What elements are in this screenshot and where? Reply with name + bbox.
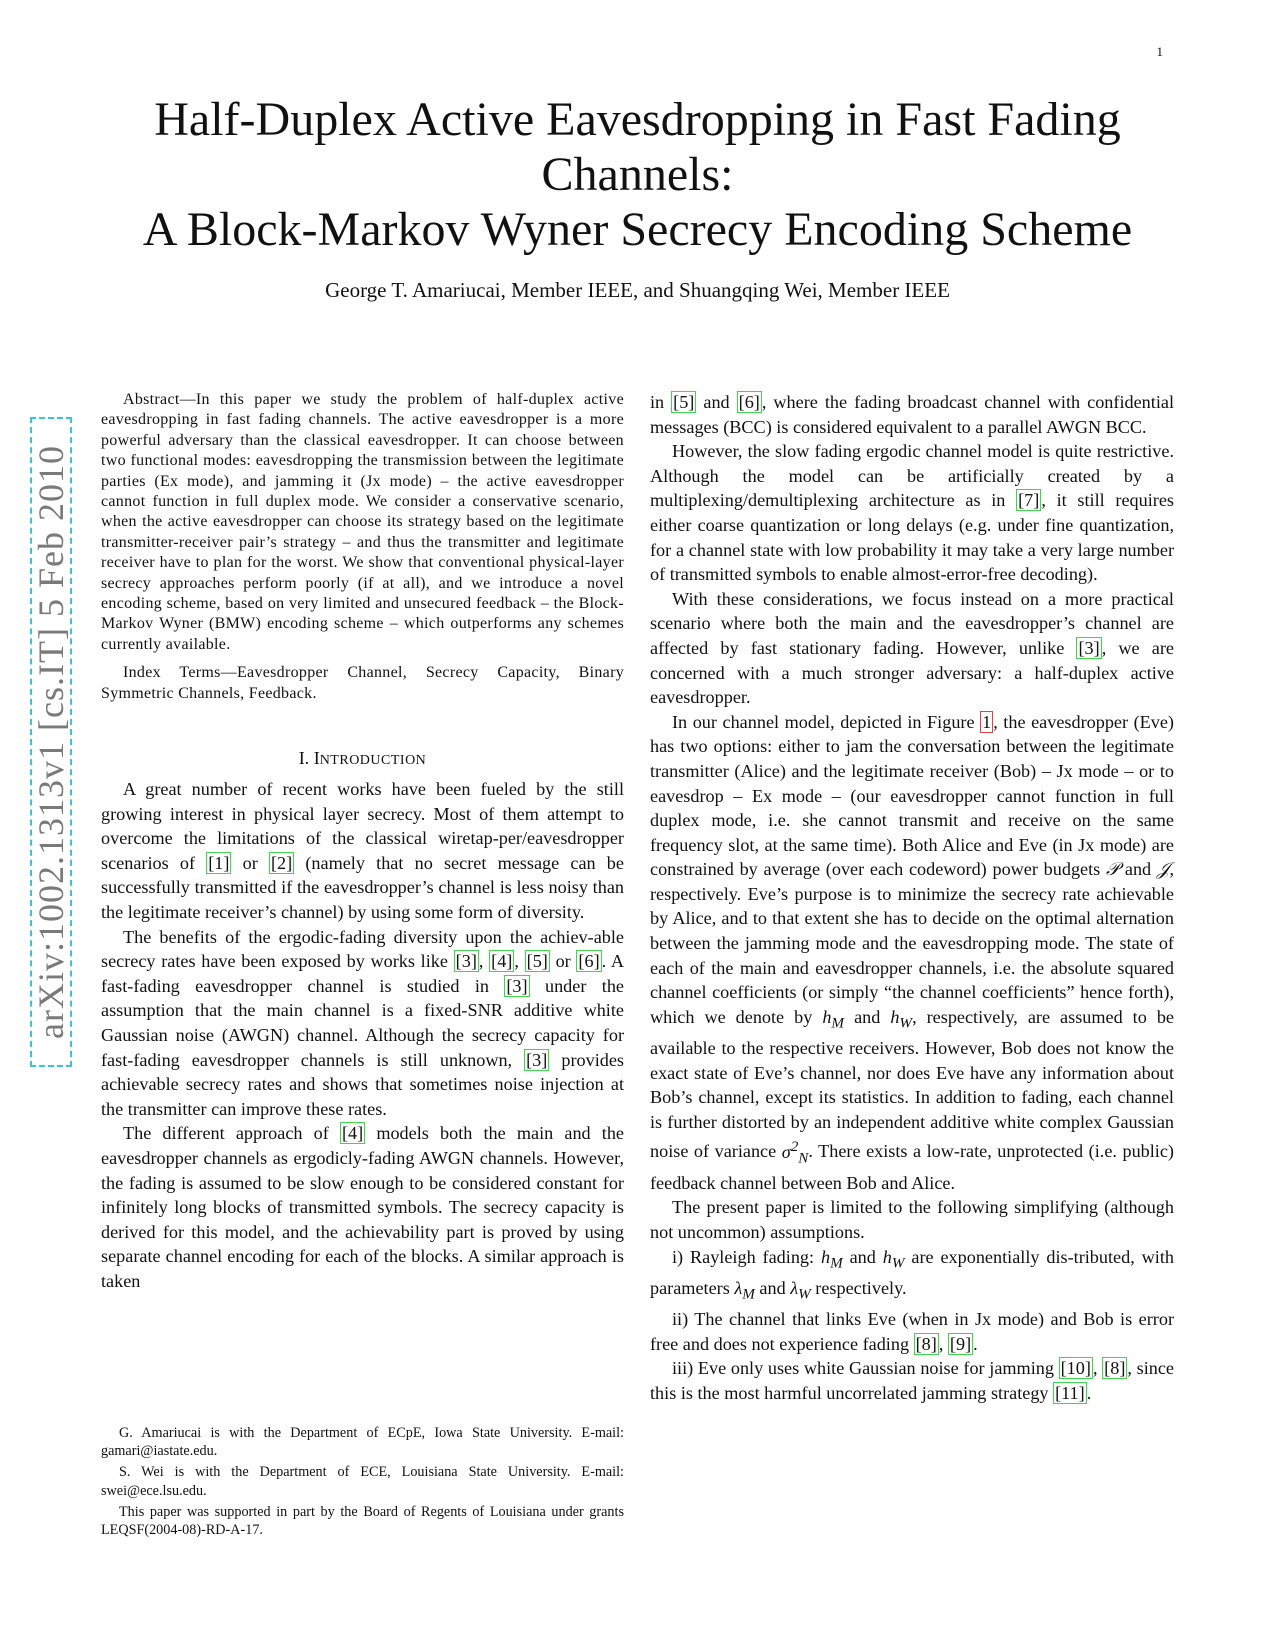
math-symbol: h <box>882 1246 892 1267</box>
text-run: , the eavesdropper (Eve) has two options: either to jam the conversation between the legitimate transmitter (Alice) and the legitimate receiver (Bob) – Jx mode – or to eavesdrop – Ex mode – (our eavesdropper cannot function in full duplex mode, i.e. she cannot transmit and receive on the same frequency slot, at the same time). Both Alice and Eve (in Jx mode) are constrained by average (over each codeword) power budgets <box>650 711 1174 880</box>
assumption-i <box>650 1245 1174 1307</box>
paper-title <box>100 92 1175 257</box>
section-number: I. <box>298 748 310 769</box>
math-symbol: h <box>820 1246 831 1267</box>
text-run: . There exists a low-rate, unprotected (i.e. public) feedback channel between Bob and Alice. <box>650 1141 1174 1193</box>
math-symbol: h <box>890 1006 900 1027</box>
text-run: The different approach of <box>123 1123 340 1144</box>
page-number: 1 <box>1156 44 1163 59</box>
citation-link-8[interactable]: [8] <box>1104 1358 1126 1379</box>
citation-link-5[interactable]: [5] <box>673 392 695 412</box>
text-run: and <box>696 392 737 412</box>
paragraph-continued <box>650 390 1174 439</box>
math-subscript: W <box>891 1254 905 1272</box>
title-line-2: Channels: <box>541 148 734 201</box>
paragraph-slow-fading <box>650 439 1174 587</box>
citation-link-6[interactable]: [6] <box>738 392 760 412</box>
text-run: , respectively, are assumed to be available to the respective receivers. However, Bob does not know the exact state of Eve’s channel, nor does Eve have any information about Bob’s channel, except its statistics. In addition to fading, each channel is further distorted by an independent additive white complex Gaussian noise of variance <box>650 1006 1174 1162</box>
title-line-1: Half-Duplex Active Eavesdropping in Fast Fading <box>154 93 1121 146</box>
text-run: A great number of recent works have been fueled by the still growing interest in physical layer secrecy. Most of them attempt to overcome the limitations of the classical wiretap-per/eavesdropper scenarios of <box>101 779 624 873</box>
math-J: 𝒥 <box>1156 859 1170 880</box>
section-initial: I <box>313 748 320 769</box>
text-run: provides achievable secrecy rates and shows that sometimes noise injection at the transmitter can improve these rates. <box>101 1049 624 1119</box>
citation-link-7[interactable]: [7] <box>1018 490 1040 511</box>
math-h-W <box>882 1246 905 1272</box>
citation-link-8[interactable]: [8] <box>915 1333 937 1354</box>
paragraph-considerations <box>650 587 1174 710</box>
text-run: . <box>1086 1382 1092 1403</box>
math-subscript: M <box>831 1014 845 1032</box>
citation-link-5[interactable]: [5] <box>526 951 548 972</box>
math-subscript: M <box>742 1285 755 1303</box>
figure-ref-link[interactable]: 1 <box>982 711 992 732</box>
text-run: With these considerations, we focus instead on a more practical scenario where both the main and the eavesdropper’s channel are affected by fast stationary fading. However, unlike <box>650 588 1174 658</box>
text-run: , where the fading broadcast channel with confidential messages (BCC) is considered equivalent to a parallel AWGN BCC. <box>650 392 1175 437</box>
citation-link-3[interactable]: [3] <box>455 951 477 972</box>
math-subscript: W <box>798 1285 811 1303</box>
citation-link-3[interactable]: [3] <box>1078 637 1100 658</box>
left-column <box>101 390 624 1294</box>
text-run: respectively. <box>810 1277 907 1298</box>
index-terms: Index Terms—Eavesdropper Channel, Secrecy Capacity, Binary Symmetric Channels, Feedback. <box>101 664 624 702</box>
math-P: 𝒫 <box>1106 859 1120 880</box>
citation-link-4[interactable]: [4] <box>341 1123 364 1144</box>
arxiv-stamp-text: arXiv:1002.1313v1 [cs.IT] 5 Feb 2010 <box>31 445 71 1039</box>
citation-link-3[interactable]: [3] <box>506 975 528 996</box>
text-run: or <box>231 852 269 873</box>
math-superscript: 2 <box>790 1137 799 1155</box>
paragraph-channel-model <box>650 710 1174 1196</box>
math-subscript: M <box>830 1254 843 1272</box>
citation-link-11[interactable]: [11] <box>1055 1382 1085 1403</box>
text-run: , <box>938 1333 948 1354</box>
text-run: In our channel model, depicted in Figure <box>672 711 981 732</box>
text-run: However, the slow fading ergodic channel model is quite restrictive. Although the model can be artificially created by a multiplexing/demultiplexing architecture as in <box>650 441 1174 511</box>
math-h-M <box>822 1006 845 1032</box>
math-symbol: σ <box>781 1141 791 1162</box>
math-lambda-W <box>790 1277 811 1303</box>
text-run: . A fast-fading eavesdropper channel is studied in <box>101 951 625 996</box>
text-run: and <box>754 1277 791 1298</box>
citation-link-2[interactable]: [2] <box>270 852 293 873</box>
text-run: under the assumption that the main channel is a fixed-SNR additive white Gaussian noise (AWGN) channel. Although the secrecy capacity for fast-fading eavesdropper channels is still unknown, <box>101 975 624 1070</box>
citation-link-4[interactable]: [4] <box>491 951 513 972</box>
paragraph-intro-3 <box>101 1121 624 1293</box>
text-run: models both the main and the eavesdropper channels as ergodicly-fading AWGN channels. However, the fading is assumed to be slow enough to be considered constant for infinitely long blocks of transmitted symbols. The secrecy capacity is derived for this model, and the achievability part is proved by using separate channel encoding for each of the blocks. A similar approach is taken <box>101 1123 624 1291</box>
assumption-ii <box>650 1307 1174 1356</box>
text-run: are exponentially dis-tributed, with parameters <box>650 1246 1174 1298</box>
paragraph-assumptions: The present paper is limited to the following simplifying (although not uncommon) assumptions. <box>650 1197 1174 1242</box>
paragraph-intro-2: The benefits of the ergodic-fading diversity upon the achiev-able secrecy rates have been exposed by works like [3] , [4] , [5] or [6] . A fast-fading eavesdropper channel is studied in [3] under the assumption that the main channel is a fixed-SNR additive white Gaussian noise (AWGN) channel. Although the secrecy capacity for fast-fading eavesdropper channels is still unknown, [3] provides achievable secrecy rates and shows that sometimes noise injection at the transmitter can improve these rates. <box>101 926 625 1119</box>
math-h-W <box>890 1006 913 1032</box>
section-title-rest: NTRODUCTION <box>319 753 427 769</box>
citation-link-6[interactable]: [6] <box>578 951 600 972</box>
text-run: and <box>842 1246 883 1267</box>
text-run: , we are concerned with a much stronger adversary: a half-duplex active eavesdropper. <box>650 637 1174 708</box>
citation-link-9[interactable]: [9] <box>949 1333 972 1354</box>
arxiv-stamp-link[interactable] <box>30 417 72 1067</box>
math-symbol: λ <box>790 1277 799 1298</box>
footnote-funding: This paper was supported in part by the Board of Regents of Louisiana under grants LEQSF(2004-08)-RD-A-17. <box>101 1503 624 1539</box>
abstract: Abstract—In this paper we study the problem of half-duplex active eavesdropping in fast fading channels. The active eavesdropper is a more powerful adversary than the classical eavesdropper. It can choose between two functional modes: eavesdropping the transmission between the legitimate parties (Ex mode), and jamming it (Jx mode) – the active eavesdropper cannot function in full duplex mode. We consider a conservative scenario, when the active eavesdropper can choose its strategy based on the legitimate transmitter-receiver pair’s strategy – and thus the transmitter and legitimate receiver have to plan for the worst. We show that conventional physical-layer secrecy approaches perform poorly (if at all), and we introduce a novel encoding scheme, based on very limited and unsecured feedback – the Block-Markov Wyner (BMW) encoding scheme – which outperforms any schemes currently available. <box>101 391 624 653</box>
math-symbol: h <box>822 1006 832 1027</box>
footnote-amariucai: G. Amariucai is with the Department of ECpE, Iowa State University. E-mail: gamari@iastate.edu. <box>101 1425 624 1460</box>
author-list: George T. Amariucai, Member IEEE, and Shuangqing Wei, Member IEEE <box>325 278 950 302</box>
text-run: iii) Eve only uses white Gaussian noise for jamming <box>672 1358 1059 1379</box>
citation-link-10[interactable]: [10] <box>1060 1358 1091 1379</box>
footnote-wei: S. Wei is with the Department of ECE, Louisiana State University. E-mail: swei@ece.lsu.edu. <box>101 1464 624 1499</box>
math-lambda-M <box>734 1277 755 1303</box>
right-column <box>650 390 1174 1405</box>
text-run: or <box>549 951 577 972</box>
title-line-3: A Block-Markov Wyner Secrecy Encoding Scheme <box>142 203 1133 256</box>
math-subscript: N <box>798 1149 809 1167</box>
text-run: , since this is the most harmful uncorrelated jamming strategy <box>650 1358 1174 1403</box>
citation-link-1[interactable]: [1] <box>208 852 230 873</box>
text-run: . <box>973 1333 978 1354</box>
assumption-iii <box>650 1356 1174 1405</box>
text-run: The benefits of the ergodic-fading diversity upon the achiev-able secrecy rates have been exposed by works like <box>101 926 624 972</box>
math-h-M <box>820 1246 843 1272</box>
paragraph-intro-1 <box>101 777 624 925</box>
footnotes <box>101 1424 624 1542</box>
citation-link-3[interactable]: [3] <box>526 1049 548 1070</box>
text-run: and <box>844 1006 891 1027</box>
math-symbol: λ <box>734 1277 743 1298</box>
text-run: , <box>1092 1358 1103 1379</box>
text-run: , it still requires either coarse quantization or long delays (e.g. under fine quantization, for a channel state with low probability it may take a very large number of transmitted symbols to enable almost-error-free decoding). <box>650 490 1174 585</box>
text-run: in <box>650 392 672 412</box>
text-run: i) Rayleigh fading: <box>672 1246 821 1267</box>
text-run: (namely that no secret message can be successfully transmitted if the eavesdropper’s channel is less noisy than the legitimate receiver’s channel) by using some form of diversity. <box>101 852 624 923</box>
text-run: , respectively. Eve’s purpose is to minimize the secrecy rate achievable by Alice, and to that extent she has to decide on the optimal alternation between the jamming mode and the eavesdropping mode. The state of each of the main and eavesdropper channels, i.e. the absolute squared channel coefficients (or simply “the channel coefficients” hence forth), which we denote by <box>650 859 1174 1027</box>
section-heading-introduction <box>101 748 624 769</box>
text-run: and <box>1119 859 1157 880</box>
text-run: ii) The channel that links Eve (when in Jx mode) and Bob is error free and does not experience fading <box>650 1309 1174 1354</box>
math-sigma <box>781 1137 809 1167</box>
math-subscript: W <box>899 1014 913 1032</box>
